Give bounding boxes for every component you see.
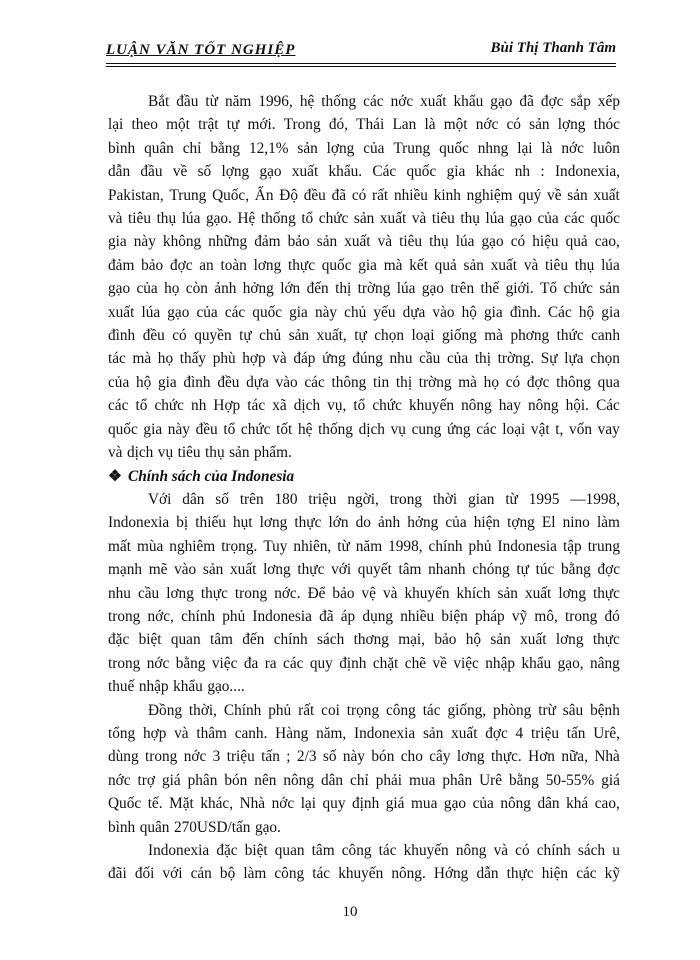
page-number: 10 (342, 904, 358, 920)
text-line: đãi đối với cán bộ làm công tác khuyến nông. Hớng dẫn thực hiện các kỹ (108, 865, 620, 883)
text-line: các tổ chức nh Hợp tác xã dịch vụ, tổ chức khuyến nông hay nông hội. Các (108, 397, 620, 415)
paragraph (108, 90, 620, 465)
text-line: dùng trong nớc 3 triệu tấn ; 2/3 số này bón cho cây lơng thực. Hơn nữa, Nhà (108, 748, 620, 766)
text-line: và tiêu thụ lúa gạo. Hệ thống tổ chức sản xuất và tiêu thụ lúa gạo của các quốc (108, 210, 620, 228)
section-heading-text: Chính sách của Indonesia (128, 467, 295, 485)
text-line: lại theo một trật tự mới. Trong đó, Thái Lan là một nớc có sản lợng thóc (108, 116, 620, 134)
document-body (108, 90, 620, 886)
text-line: đặc biệt quan tâm đến chính sách thơng mại, bảo hộ sản xuất lơng thực (108, 631, 620, 649)
text-line: mất mùa nghiêm trọng. Tuy nhiên, từ năm 1998, chính phủ Indonesia tập trung (108, 537, 620, 555)
header-rule (106, 63, 616, 64)
text-line: đình đều có quyền tự chủ sản xuất, tự chọn loại giống mà phơng thức canh (108, 327, 620, 345)
text-line: tổng hợp và thâm canh. Hàng năm, Indonexia sản xuất đợc 4 triệu tấn Urê, (108, 724, 620, 742)
text-line: Indonexia đặc biệt quan tâm công tác khuyến nông và có chính sách u (148, 842, 620, 859)
text-line: Với dân số trên 180 triệu ngời, trong thời gian từ 1995 —1998, (148, 490, 620, 508)
text-line: thuế nhập khẩu gạo.... (108, 678, 245, 696)
text-line: Bắt đầu từ năm 1996, hệ thống các nớc xuất khẩu gạo đã đợc sắp xếp (148, 93, 620, 110)
text-line: quốc gia này đều tổ chức tốt hệ thống dịch vụ cung ứng các loại vật t, vốn vay (108, 420, 620, 438)
text-line: bình quân chỉ bằng 12,1% sản lợng của Trung quốc nhng lại là nớc luôn (108, 139, 620, 157)
text-line: trong nớc bằng việc đa ra các quy định chặt chẽ về việc nhập khẩu gạo, nâng (108, 654, 620, 672)
running-header (106, 40, 616, 62)
header-author-name: Bùi Thị Thanh Tâm (490, 40, 616, 56)
section-heading (108, 465, 620, 488)
text-line: tác mà họ thấy phù hợp và đáp ứng đúng nhu cầu của thị trờng. Sự lựa chọn (108, 350, 620, 368)
text-line: xuất lúa gạo của các quốc gia này chủ yếu dựa vào hộ gia đình. Các hộ gia (108, 303, 620, 321)
paragraph (108, 699, 620, 839)
text-line: mạnh mẽ vào sản xuất lơng thực với quyết tâm nhanh chóng tự túc bằng đợc (108, 561, 620, 579)
paragraph (108, 488, 620, 699)
diamond-bullet-icon: ❖ (108, 467, 122, 485)
text-line: trong nớc, chính phủ Indonesia đã áp dụng nhiều biện pháp vỹ mô, trong đó (108, 607, 620, 625)
text-line: bình quân 270USD/tấn gạo. (108, 818, 281, 836)
text-line: gia này không những đảm bảo sản xuất và tiêu thụ lúa gạo có hiệu quả cao, (108, 233, 620, 251)
text-line: Quốc tế. Mặt khác, Nhà nớc lại quy định giá mua gạo của nông dân khá cao, (108, 795, 620, 813)
text-line: Indonexia bị thiếu hụt lơng thực lớn do ảnh hởng của hiện tợng El nino làm (108, 514, 620, 532)
paragraph (108, 839, 620, 886)
header-thesis-title: LUẬN VĂN TỐT NGHIỆP (106, 42, 296, 58)
text-line: Pakistan, Trung Quốc, Ấn Độ đều đã có rất nhiều kinh nghiệm quý về sản xuất (108, 186, 620, 204)
text-line: nớc trợ giá phân bón nên nông dân chỉ phải mua phân Urê bằng 50-55% giá (108, 771, 620, 789)
text-line: và dịch vụ tiêu thụ sản phẩm. (108, 444, 292, 462)
text-line: gạo của họ còn ảnh hởng lớn đến thị trờng lúa gạo trên thế giới. Tổ chức sản (108, 280, 620, 298)
header-rule-thin (106, 66, 616, 67)
text-line: Đồng thời, Chính phủ rất coi trọng công tác giống, phòng trừ sâu bệnh (148, 701, 620, 719)
text-line: của hộ gia đình đều dựa vào các thông tin thị trờng mà họ có đợc thông qua (108, 373, 620, 391)
text-line: dẫn đầu về số lợng gạo xuất khẩu. Các quốc gia khác nh : Indonexia, (108, 163, 620, 181)
text-line: đảm bảo đợc an toàn lơng thực quốc gia mà kết quả sản xuất và tiêu thụ lúa (108, 256, 620, 274)
text-line: nhu cầu lơng thực trong nớc. Để bảo vệ và khuyến khích sản xuất lơng thực (108, 584, 620, 602)
